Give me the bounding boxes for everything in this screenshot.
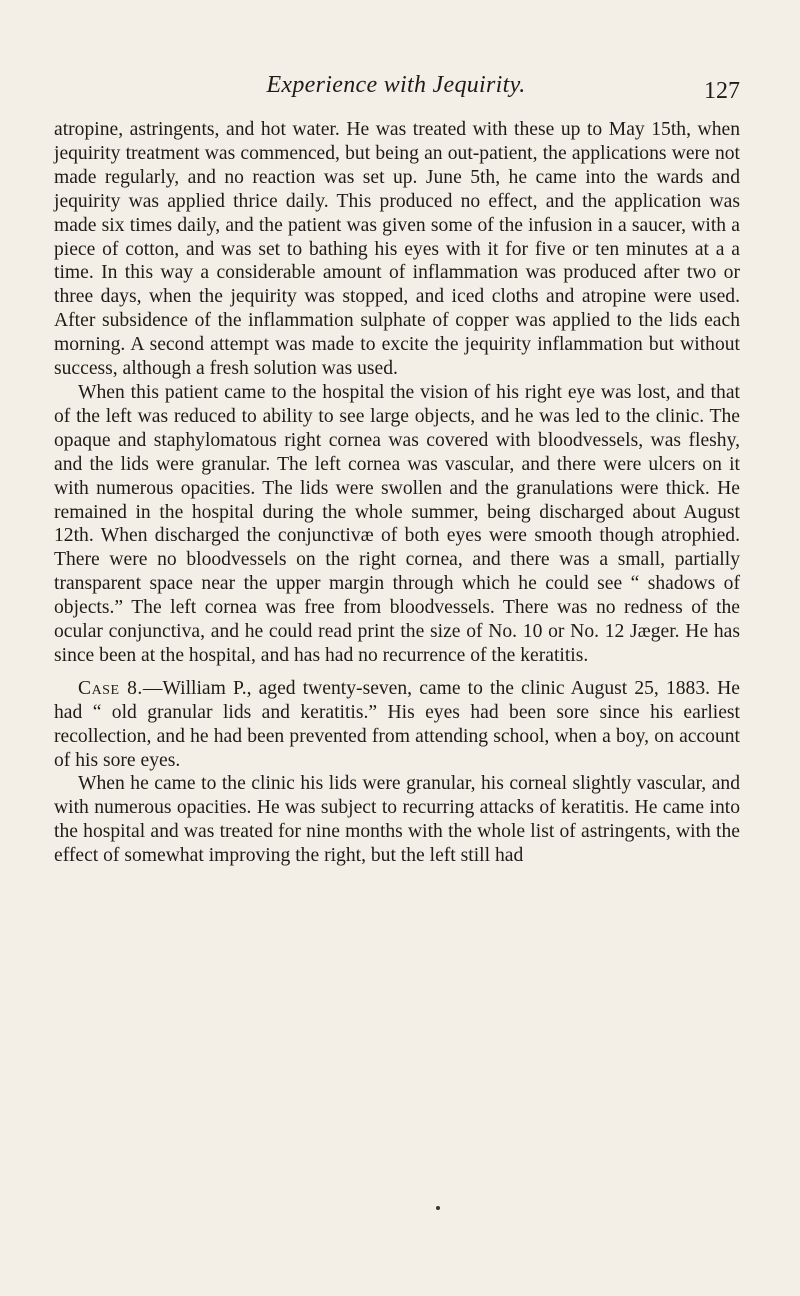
paragraph-clinic-visit: When he came to the clinic his lids were granular, his corneal slightly vascular, and with numerous opacities. He was subject to recurring attacks of keratitis. He came into the hospital and was treated for nine months with the whole list of astringents, with the effect of somewhat improving the right, but the left still had	[54, 773, 740, 867]
paragraph-patient-vision: When this patient came to the hospital the vision of his right eye was lost, and that of the left was reduced to ability to see large objects, and he was led to the clinic. The opaque and staphylomatous right cornea was covered with bloodvessels, was fleshy, and the lids were granular. The left cornea was vascular, and there were ulcers on it with numerous opacities. The lids were swollen and the granulations were thick. He remained in the hospital during the whole summer, being discharged about August 12th. When discharged the conjunctivæ of both eyes were smooth though atrophied. There were no bloodvessels on the right cornea, and there was a small, partially transparent space near the upper margin through which he could see “ shadows of objects.” The left cornea was free from bloodvessels. There was no redness of the ocular conjunctiva, and he could read print the size of No. 10 or No. 12 Jæger. He has since been at the hospital, and has had no recurrence of the keratitis.	[54, 381, 740, 666]
running-head	[52, 72, 740, 106]
body-text	[54, 118, 740, 868]
page-number: 127	[704, 78, 740, 104]
running-title: Experience with Jequirity.	[266, 72, 526, 98]
ink-speck	[436, 1206, 440, 1210]
case-8-text: —William P., aged twenty-seven, came to the clinic August 25, 1883. He had “ old granular lids and keratitis.” His eyes had been sore since his earliest recollection, and he had been prevented from attending school, when a boy, on account of his sore eyes.	[54, 677, 740, 771]
paragraph-case-8	[54, 677, 740, 773]
case-label: Case 8.	[78, 677, 143, 699]
paragraph-continuation: atropine, astringents, and hot water. He was treated with these up to May 15th, when jequirity treatment was commenced, but being an out-patient, the applications were not made regularly, and no reaction was set up. June 5th, he came into the wards and jequirity was applied thrice daily. This produced no effect, and the application was made six times daily, and the patient was given some of the infusion in a saucer, with a piece of cotton, and was set to bathing his eyes with it for five or ten minutes at a a time. In this way a considerable amount of inflammation was produced after two or three days, when the jequirity was stopped, and iced cloths and atropine were used. After subsidence of the inflammation sulphate of copper was applied to the lids each morning. A second attempt was made to excite the jequirity inflammation but without success, although a fresh solution was used.	[54, 119, 740, 380]
